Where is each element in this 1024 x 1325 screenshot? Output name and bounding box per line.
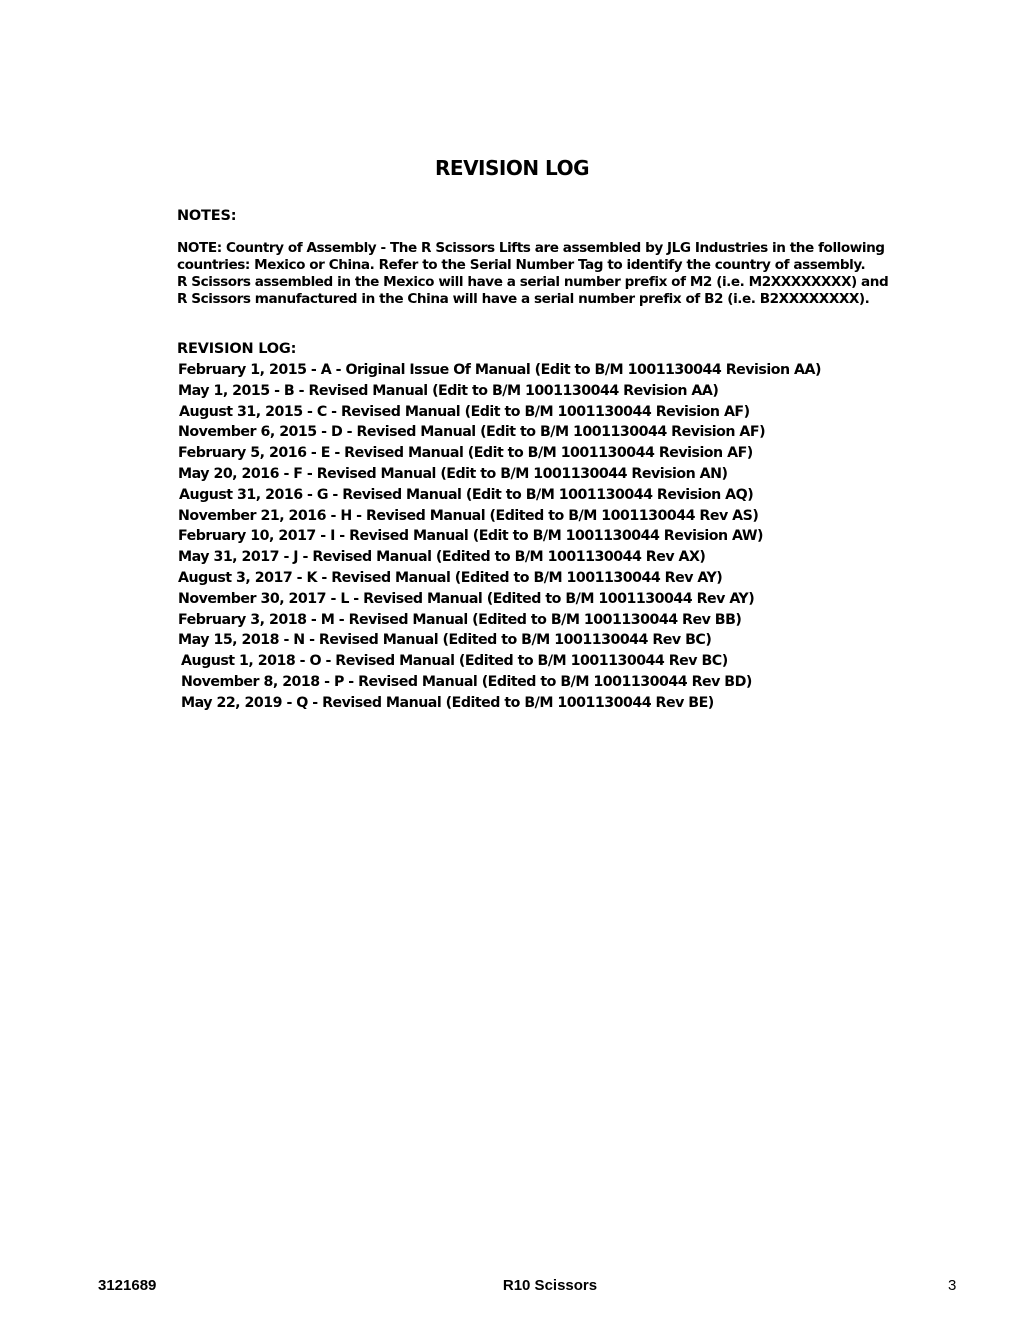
- revision-entry: May 20, 2016 - F - Revised Manual (Edit to B/M 1001130044 Revision AN): [178, 465, 728, 482]
- revision-entry: August 3, 2017 - K - Revised Manual (Edited to B/M 1001130044 Rev AY): [178, 569, 723, 586]
- revision-entry: May 1, 2015 - B - Revised Manual (Edit to B/M 1001130044 Revision AA): [178, 382, 719, 399]
- notes-line: R Scissors assembled in the Mexico will have a serial number prefix of M2 (i.e. M2XXXXXXXX) and: [177, 274, 889, 290]
- footer-page-number: 3: [948, 1277, 957, 1294]
- revision-entry: February 1, 2015 - A - Original Issue Of Manual (Edit to B/M 1001130044 Revision AA): [178, 362, 821, 378]
- footer-doc-number: 3121689: [98, 1277, 157, 1294]
- notes-line: R Scissors manufactured in the China will have a serial number prefix of B2 (i.e. B2XXXXXXXX).: [177, 291, 870, 307]
- revision-entry: August 31, 2016 - G - Revised Manual (Edit to B/M 1001130044 Revision AQ): [179, 486, 754, 503]
- revision-entry: November 21, 2016 - H - Revised Manual (Edited to B/M 1001130044 Rev AS): [178, 507, 759, 524]
- revision-entry: February 3, 2018 - M - Revised Manual (Edited to B/M 1001130044 Rev BB): [178, 611, 742, 628]
- revision-log-heading: REVISION LOG:: [177, 341, 297, 357]
- revision-entry: November 30, 2017 - L - Revised Manual (Edited to B/M 1001130044 Rev AY): [178, 590, 755, 607]
- revision-entry: May 31, 2017 - J - Revised Manual (Edited to B/M 1001130044 Rev AX): [178, 549, 706, 566]
- revision-entry: August 31, 2015 - C - Revised Manual (Edit to B/M 1001130044 Revision AF): [179, 403, 750, 420]
- notes-heading: NOTES:: [177, 208, 237, 224]
- page-title: REVISION LOG: [435, 156, 589, 180]
- revision-entry: November 8, 2018 - P - Revised Manual (Edited to B/M 1001130044 Rev BD): [181, 673, 752, 690]
- revision-log-list: [0, 360, 1024, 714]
- footer-product-name: R10 Scissors: [502, 1277, 598, 1294]
- revision-entry: August 1, 2018 - O - Revised Manual (Edited to B/M 1001130044 Rev BC): [181, 653, 728, 670]
- revision-entry: May 22, 2019 - Q - Revised Manual (Edited to B/M 1001130044 Rev BE): [181, 694, 714, 711]
- notes-line: countries: Mexico or China. Refer to the Serial Number Tag to identify the country of assembly.: [177, 257, 866, 273]
- notes-line: NOTE: Country of Assembly - The R Scissors Lifts are assembled by JLG Industries in the following: [177, 240, 885, 256]
- revision-entry: February 5, 2016 - E - Revised Manual (Edit to B/M 1001130044 Revision AF): [178, 445, 753, 462]
- revision-entry: November 6, 2015 - D - Revised Manual (Edit to B/M 1001130044 Revision AF): [178, 424, 766, 441]
- revision-entry: May 15, 2018 - N - Revised Manual (Edited to B/M 1001130044 Rev BC): [178, 632, 712, 649]
- notes-paragraph: [177, 240, 937, 308]
- revision-entry: February 10, 2017 - I - Revised Manual (Edit to B/M 1001130044 Revision AW): [178, 528, 764, 545]
